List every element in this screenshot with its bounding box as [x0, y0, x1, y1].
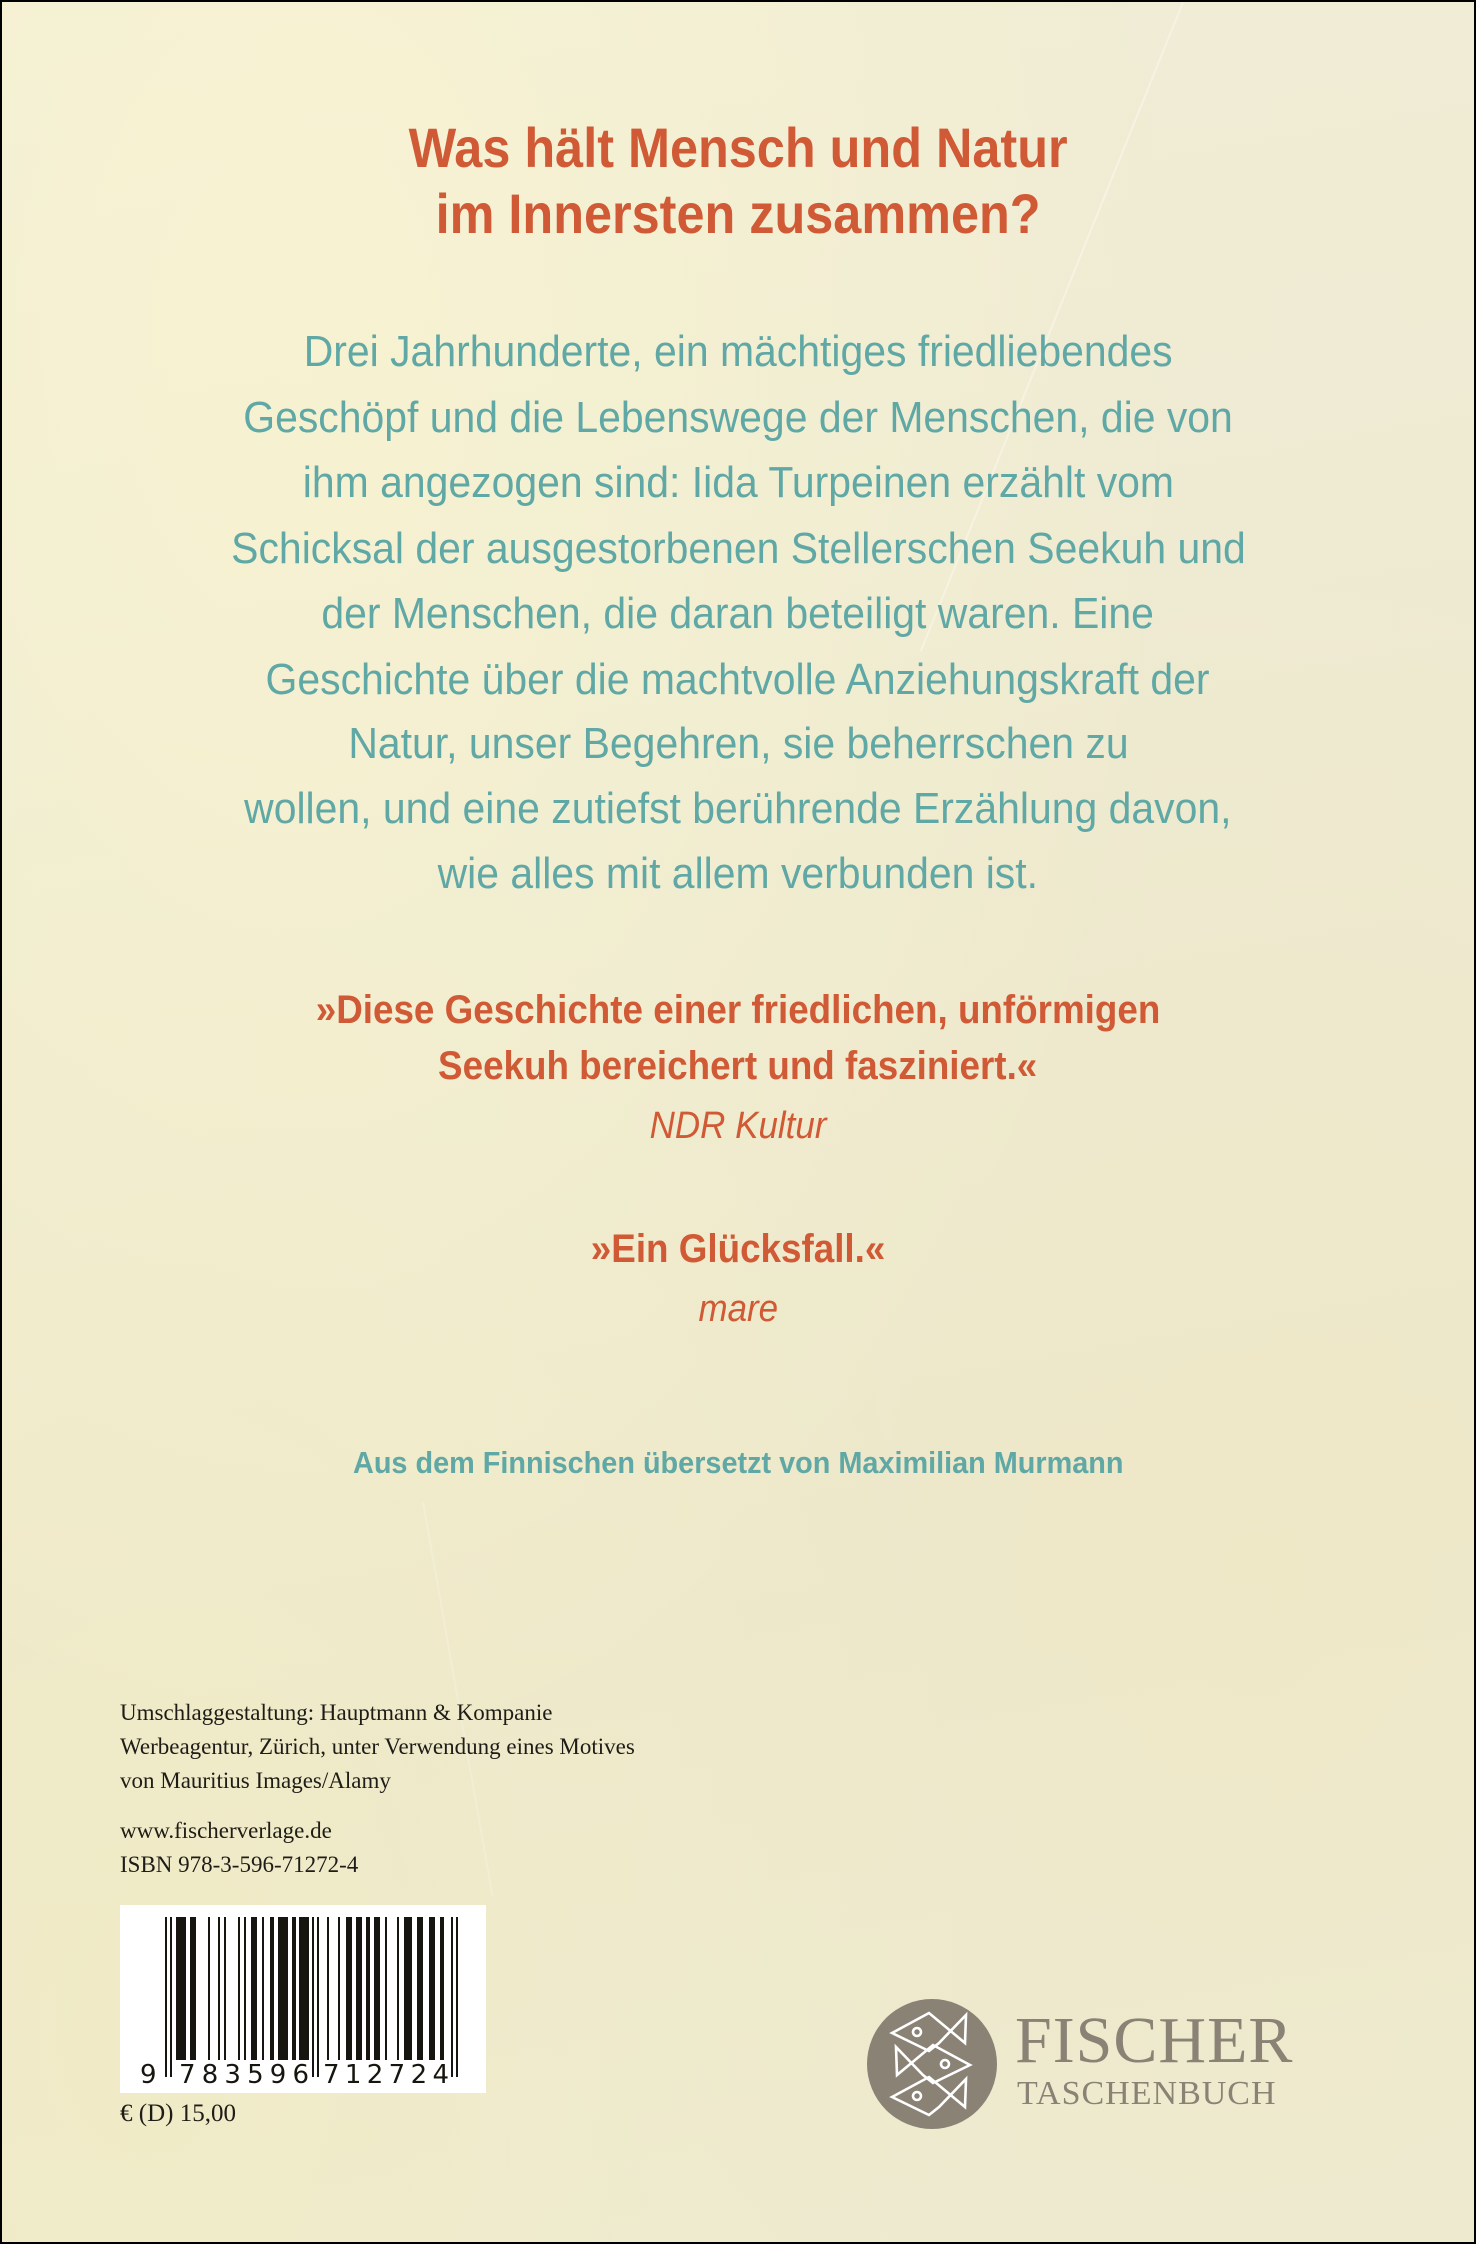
blurb-line: Schicksal der ausgestorbenen Stellerschen Seekuh und — [230, 524, 1246, 573]
review-quote-line: »Ein Glücksfall.« — [590, 1227, 886, 1271]
review-source: mare — [698, 1288, 778, 1330]
barcode — [120, 1905, 486, 2093]
review-quote-line: Seekuh bereichert und fasziniert.« — [438, 1044, 1038, 1088]
blurb-line: Geschichte über die machtvolle Anziehungskraft der — [266, 655, 1210, 704]
website-link[interactable]: www.fischerverlage.de — [120, 1818, 332, 1843]
svg-text:783596: 783596 — [179, 2060, 309, 2090]
translator-credit: Aus dem Finnischen übersetzt von Maximilian Murmann — [352, 1445, 1124, 1480]
book-back-cover — [2, 2, 1474, 2242]
blurb-line: wie alles mit allem verbunden ist. — [437, 849, 1039, 898]
blurb-line: wollen, und eine zutiefst berührende Erzählung davon, — [244, 784, 1232, 833]
isbn: ISBN 978-3-596-71272-4 — [120, 1852, 359, 1877]
cover-design-credits: Umschlaggestaltung: Hauptmann & Kompanie Werbeagentur, Zürich, unter Verwendung eines Motives von Mauritius Images/Alamy — [120, 1700, 635, 1793]
price: € (D) 15,00 — [120, 2100, 236, 2127]
review-source: NDR Kultur — [649, 1105, 827, 1147]
svg-text:712724: 712724 — [323, 2060, 449, 2090]
fischer-logo-circle — [867, 1999, 997, 2129]
headline-line-1: Was hält Mensch und Natur — [408, 116, 1068, 179]
blurb-line: Drei Jahrhunderte, ein mächtiges friedliebendes — [303, 327, 1173, 376]
blurb-line: Natur, unser Begehren, sie beherrschen zu — [347, 719, 1129, 768]
publisher-info — [120, 1814, 358, 1882]
blurb-line: Geschöpf und die Lebenswege der Menschen, die von — [243, 393, 1233, 442]
blurb-line: ihm angezogen sind: Iida Turpeinen erzählt vom — [302, 458, 1174, 507]
headline-line-2: im Innersten zusammen? — [435, 182, 1041, 245]
blurb-line: der Menschen, die daran beteiligt waren. Eine — [321, 589, 1155, 638]
review-quote-line: »Diese Geschichte einer friedlichen, unförmigen — [315, 988, 1161, 1032]
three-fish-icon — [867, 1999, 997, 2129]
publisher-imprint: TASCHENBUCH — [1017, 2075, 1277, 2112]
publisher-name: FISCHER — [1015, 2004, 1294, 2077]
barcode-bars-icon — [120, 1905, 486, 2093]
svg-text:9: 9 — [140, 2060, 157, 2090]
